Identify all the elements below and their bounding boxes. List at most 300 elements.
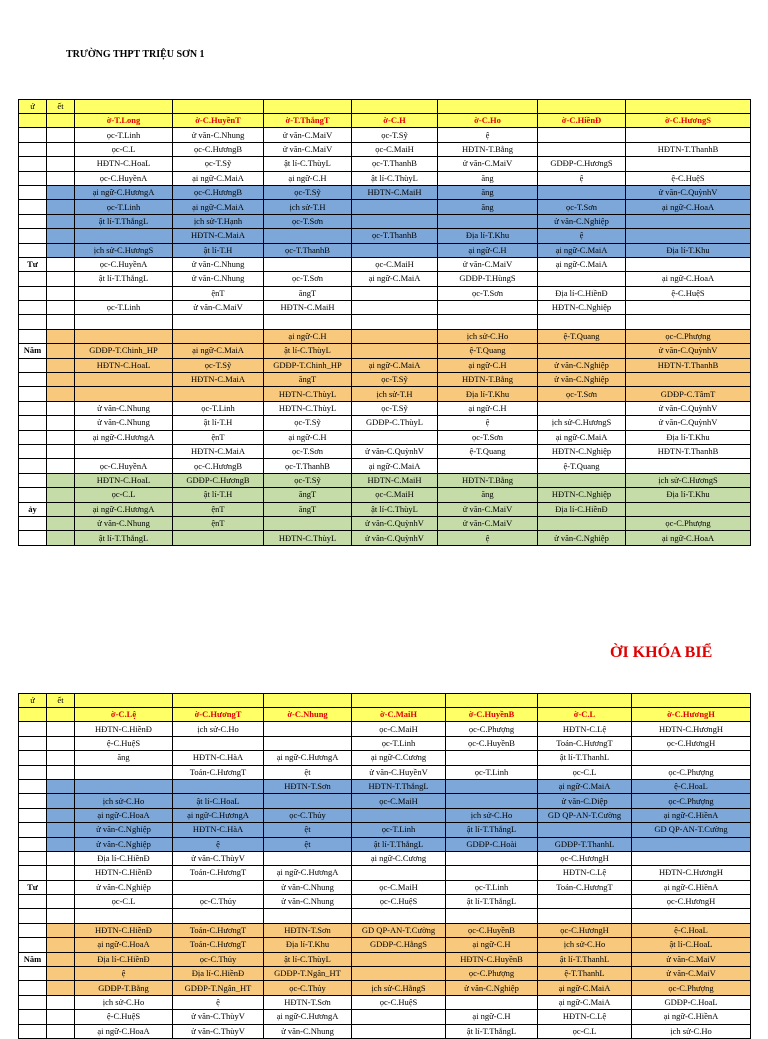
schedule-cell: ọc-C.Phượng bbox=[446, 722, 538, 736]
schedule-cell: ọc-C.HuyềnA bbox=[75, 171, 173, 185]
schedule-cell: ật lí-T.H bbox=[173, 416, 264, 430]
schedule-cell bbox=[538, 401, 626, 415]
schedule-cell: ật lí-C.HoaL bbox=[632, 938, 751, 952]
schedule-cell: ại ngữ-C.HiềnA bbox=[632, 880, 751, 894]
schedule-cell bbox=[626, 373, 751, 387]
day-label: Tư bbox=[19, 257, 47, 271]
schedule-cell: ọc-C.HươngH bbox=[538, 851, 632, 865]
table-row bbox=[19, 794, 751, 808]
table-row bbox=[19, 257, 751, 271]
day-label bbox=[19, 967, 47, 981]
schedule-cell: ử văn-C.Nhung bbox=[264, 1024, 352, 1038]
period-cell bbox=[47, 488, 75, 502]
period-cell bbox=[47, 1024, 75, 1038]
table-row bbox=[19, 722, 751, 736]
schedule-cell: GDĐP-C.HươngB bbox=[173, 473, 264, 487]
schedule-cell bbox=[352, 200, 438, 214]
schedule-cell: HĐTN-C.ThùyL bbox=[264, 387, 352, 401]
schedule-cell: ử văn-C.Nghiệp bbox=[538, 373, 626, 387]
schedule-cell: ọc-C.Phượng bbox=[632, 981, 751, 995]
schedule-cell bbox=[264, 516, 352, 530]
schedule-cell: HĐTN-C.HiềnĐ bbox=[75, 923, 173, 937]
schedule-cell: ại ngữ-C.HươngA bbox=[75, 502, 173, 516]
schedule-cell: ăng bbox=[438, 185, 538, 199]
schedule-cell: ịch sử-T.H bbox=[264, 200, 352, 214]
header-cell bbox=[352, 100, 438, 114]
schedule-cell: ọc-T.Sỹ bbox=[264, 473, 352, 487]
schedule-cell bbox=[264, 794, 352, 808]
schedule-cell: ật lí-C.ThùyL bbox=[352, 171, 438, 185]
schedule-cell: ệt bbox=[264, 837, 352, 851]
schedule-cell: ử văn-C.Diệp bbox=[538, 794, 632, 808]
schedule-cell bbox=[352, 808, 446, 822]
header-cell: ết bbox=[47, 100, 75, 114]
schedule-cell: ọc-T.Sỹ bbox=[352, 373, 438, 387]
table-row bbox=[19, 952, 751, 966]
teacher-name: ờ-C.Ho bbox=[438, 114, 538, 128]
period-cell bbox=[47, 243, 75, 257]
schedule-cell: ử văn-C.Nghiệp bbox=[446, 981, 538, 995]
table-row bbox=[19, 301, 751, 315]
table-row bbox=[19, 751, 751, 765]
schedule-cell bbox=[632, 751, 751, 765]
schedule-cell: ọc-C.MaiH bbox=[352, 257, 438, 271]
schedule-cell: HĐTN-T.Bằng bbox=[438, 373, 538, 387]
period-cell bbox=[47, 531, 75, 545]
period-cell bbox=[47, 344, 75, 358]
period-cell bbox=[47, 923, 75, 937]
day-label bbox=[19, 329, 47, 343]
schedule-cell: HĐTN-C.MaiA bbox=[173, 373, 264, 387]
day-label bbox=[19, 823, 47, 837]
period-cell bbox=[47, 128, 75, 142]
schedule-cell bbox=[626, 301, 751, 315]
schedule-cell: ử văn-C.MaiV bbox=[632, 952, 751, 966]
header-cell bbox=[632, 694, 751, 708]
schedule-cell: ệ-C.HuệS bbox=[75, 736, 173, 750]
schedule-cell: ại ngữ-C.MaiA bbox=[538, 430, 626, 444]
schedule-cell: ật lí-T.ThắngL bbox=[75, 531, 173, 545]
period-cell bbox=[47, 416, 75, 430]
schedule-cell: ật lí-T.ThắngL bbox=[446, 823, 538, 837]
schedule-cell: ọc-T.ThanhB bbox=[264, 459, 352, 473]
schedule-cell: ử văn-C.Nghiệp bbox=[75, 837, 173, 851]
table-row bbox=[19, 880, 751, 894]
header-cell bbox=[264, 100, 352, 114]
teacher-name: ờ-C.HiềnĐ bbox=[538, 114, 626, 128]
corner-cell bbox=[47, 708, 75, 722]
period-cell bbox=[47, 909, 75, 923]
corner-cell bbox=[19, 114, 47, 128]
header-row bbox=[19, 100, 751, 114]
schedule-cell bbox=[438, 315, 538, 329]
schedule-cell: ệ-T.Quang bbox=[538, 459, 626, 473]
schedule-cell: ọc-C.HuyềnA bbox=[75, 459, 173, 473]
schedule-cell: ại ngữ-C.HiềnA bbox=[632, 808, 751, 822]
period-cell bbox=[47, 214, 75, 228]
schedule-cell: ọc-T.Linh bbox=[75, 200, 173, 214]
day-label bbox=[19, 157, 47, 171]
teacher-name: ờ-C.Lệ bbox=[75, 708, 173, 722]
schedule-cell: ại ngữ-C.HoaA bbox=[75, 808, 173, 822]
schedule-cell: ại ngữ-C.HoaA bbox=[626, 200, 751, 214]
header-cell bbox=[75, 694, 173, 708]
schedule-cell: ăng bbox=[438, 171, 538, 185]
schedule-cell: HĐTN-T.Bằng bbox=[438, 142, 538, 156]
table-row bbox=[19, 923, 751, 937]
schedule-cell: ại ngữ-C.H bbox=[446, 938, 538, 952]
schedule-cell: ọc-C.HươngH bbox=[632, 895, 751, 909]
schedule-cell: HĐTN-T.ThanhB bbox=[626, 444, 751, 458]
schedule-cell bbox=[626, 315, 751, 329]
schedule-cell bbox=[438, 459, 538, 473]
schedule-cell: ọc-C.MaiH bbox=[352, 880, 446, 894]
schedule-cell: ử văn-C.Nhung bbox=[173, 272, 264, 286]
schedule-cell: ật lí-T.H bbox=[173, 243, 264, 257]
schedule-cell: HĐTN-C.Lệ bbox=[538, 1010, 632, 1024]
schedule-cell: HĐTN-T.ThắngL bbox=[352, 779, 446, 793]
schedule-cell bbox=[173, 909, 264, 923]
schedule-cell: ọc-C.HuyềnA bbox=[75, 257, 173, 271]
schedule-cell: ử văn-C.Nhung bbox=[75, 416, 173, 430]
table-row bbox=[19, 866, 751, 880]
schedule-cell: ử văn-C.Nhung bbox=[75, 401, 173, 415]
timetable-2 bbox=[18, 693, 751, 1039]
table-row bbox=[19, 1010, 751, 1024]
schedule-cell bbox=[626, 257, 751, 271]
schedule-cell: HĐTN-C.HoaL bbox=[75, 473, 173, 487]
schedule-cell bbox=[626, 459, 751, 473]
schedule-cell bbox=[352, 430, 438, 444]
schedule-cell: ọc-C.HươngH bbox=[632, 736, 751, 750]
schedule-cell: ật lí-C.ThùyL bbox=[264, 344, 352, 358]
period-cell bbox=[47, 851, 75, 865]
table-row bbox=[19, 837, 751, 851]
schedule-cell bbox=[173, 531, 264, 545]
teacher-name: ờ-C.MaiH bbox=[352, 708, 446, 722]
schedule-cell bbox=[75, 329, 173, 343]
schedule-cell: ử văn-C.MaiV bbox=[264, 128, 352, 142]
schedule-cell: ọc-T.Linh bbox=[75, 301, 173, 315]
schedule-cell: HĐTN-C.Nghiệp bbox=[538, 301, 626, 315]
schedule-cell: ệ bbox=[438, 416, 538, 430]
schedule-cell: ọc-C.Phượng bbox=[632, 765, 751, 779]
schedule-cell bbox=[446, 779, 538, 793]
schedule-cell: ọc-T.Sỹ bbox=[264, 185, 352, 199]
table-row bbox=[19, 157, 751, 171]
period-cell bbox=[47, 157, 75, 171]
schedule-cell: ệ bbox=[438, 531, 538, 545]
schedule-cell: ịch sử-C.Ho bbox=[438, 329, 538, 343]
day-label bbox=[19, 779, 47, 793]
schedule-cell: ệt bbox=[264, 823, 352, 837]
schedule-cell: Địa lí-T.Khu bbox=[264, 938, 352, 952]
day-label bbox=[19, 243, 47, 257]
period-cell bbox=[47, 808, 75, 822]
schedule-cell: ọc-C.L bbox=[538, 1024, 632, 1038]
schedule-cell: ật lí-T.ThanhL bbox=[538, 952, 632, 966]
teacher-name: ờ-T.Long bbox=[75, 114, 173, 128]
schedule-cell: GDĐP-T.ThanhL bbox=[538, 837, 632, 851]
table-row bbox=[19, 171, 751, 185]
schedule-cell bbox=[352, 243, 438, 257]
table-row bbox=[19, 387, 751, 401]
day-label bbox=[19, 751, 47, 765]
schedule-cell bbox=[446, 851, 538, 865]
schedule-cell: Toán-C.HươngT bbox=[173, 938, 264, 952]
schedule-cell: ật lí-T.ThắngL bbox=[75, 214, 173, 228]
period-cell bbox=[47, 967, 75, 981]
schedule-cell: HĐTN-C.HoaL bbox=[75, 157, 173, 171]
period-cell bbox=[47, 257, 75, 271]
table-row bbox=[19, 286, 751, 300]
schedule-cell bbox=[75, 765, 173, 779]
schedule-cell: Toán-C.HươngT bbox=[173, 866, 264, 880]
schedule-cell: ọc-T.ThanhB bbox=[352, 157, 438, 171]
schedule-cell: Địa lí-T.Khu bbox=[626, 430, 751, 444]
period-cell bbox=[47, 444, 75, 458]
day-label bbox=[19, 923, 47, 937]
schedule-cell: ọc-T.Sơn bbox=[538, 200, 626, 214]
table-row bbox=[19, 315, 751, 329]
schedule-cell bbox=[538, 272, 626, 286]
schedule-cell: GDĐP-C.ThùyL bbox=[352, 416, 438, 430]
day-label bbox=[19, 995, 47, 1009]
schedule-cell: ệnT bbox=[173, 286, 264, 300]
schedule-cell: ọc-T.Sỹ bbox=[173, 358, 264, 372]
period-cell bbox=[47, 502, 75, 516]
table-row bbox=[19, 938, 751, 952]
schedule-cell: ọc-T.Sỹ bbox=[173, 157, 264, 171]
schedule-cell: HĐTN-C.HàA bbox=[173, 823, 264, 837]
schedule-cell bbox=[352, 286, 438, 300]
schedule-cell: ử văn-C.ThùyV bbox=[173, 851, 264, 865]
day-label bbox=[19, 272, 47, 286]
table-row bbox=[19, 851, 751, 865]
schedule-cell: ọc-C.HuệS bbox=[352, 995, 446, 1009]
period-cell bbox=[47, 981, 75, 995]
schedule-cell: GD QP-AN-T.Cường bbox=[352, 923, 446, 937]
table-row bbox=[19, 516, 751, 530]
schedule-cell bbox=[75, 229, 173, 243]
schedule-cell: ọc-C.Phượng bbox=[626, 516, 751, 530]
schedule-cell bbox=[264, 229, 352, 243]
schedule-cell bbox=[538, 344, 626, 358]
schedule-cell: ại ngữ-C.HoaA bbox=[75, 1024, 173, 1038]
day-label bbox=[19, 430, 47, 444]
schedule-cell: ại ngữ-C.MaiA bbox=[538, 257, 626, 271]
day-label bbox=[19, 315, 47, 329]
schedule-cell: ử văn-C.Nhung bbox=[173, 257, 264, 271]
table-row bbox=[19, 502, 751, 516]
schedule-cell: ử văn-C.ThùyV bbox=[173, 1010, 264, 1024]
corner-cell bbox=[19, 708, 47, 722]
schedule-cell: ăng bbox=[438, 200, 538, 214]
header-cell: ết bbox=[47, 694, 75, 708]
day-label bbox=[19, 128, 47, 142]
schedule-cell: ịch sử-T.Hạnh bbox=[173, 214, 264, 228]
table-row bbox=[19, 229, 751, 243]
schedule-cell: HĐTN-C.HuyềnB bbox=[446, 952, 538, 966]
schedule-cell: HĐTN-C.MaiA bbox=[173, 229, 264, 243]
schedule-cell: ệ bbox=[173, 837, 264, 851]
table-row bbox=[19, 981, 751, 995]
schedule-cell: ử văn-C.MaiV bbox=[173, 301, 264, 315]
teacher-name: ờ-C.HươngS bbox=[626, 114, 751, 128]
period-cell bbox=[47, 473, 75, 487]
schedule-cell: ịch sử-C.HươngS bbox=[75, 243, 173, 257]
schedule-cell: ại ngữ-C.MaiA bbox=[173, 344, 264, 358]
day-label bbox=[19, 416, 47, 430]
schedule-cell: ại ngữ-C.H bbox=[264, 329, 352, 343]
header-cell bbox=[626, 100, 751, 114]
period-cell bbox=[47, 171, 75, 185]
schedule-cell: ật lí-T.ThắngL bbox=[352, 837, 446, 851]
period-cell bbox=[47, 736, 75, 750]
period-cell bbox=[47, 329, 75, 343]
schedule-cell: ật lí-T.ThắngL bbox=[75, 272, 173, 286]
schedule-cell: ệ bbox=[538, 229, 626, 243]
period-cell bbox=[47, 779, 75, 793]
schedule-cell bbox=[438, 214, 538, 228]
schedule-cell: ại ngữ-C.H bbox=[438, 243, 538, 257]
schedule-cell: ử văn-C.ThùyV bbox=[173, 1024, 264, 1038]
schedule-cell: ật lí-C.HoaL bbox=[173, 794, 264, 808]
schedule-cell bbox=[75, 444, 173, 458]
period-cell bbox=[47, 185, 75, 199]
schedule-cell: GDĐP-C.Hoài bbox=[446, 837, 538, 851]
schedule-cell: ật lí-C.ThùyL bbox=[352, 502, 438, 516]
day-label bbox=[19, 722, 47, 736]
period-cell bbox=[47, 387, 75, 401]
table-row bbox=[19, 995, 751, 1009]
period-cell bbox=[47, 459, 75, 473]
schedule-cell: ử văn-C.Nghiệp bbox=[75, 880, 173, 894]
schedule-cell: ọc-C.HươngB bbox=[173, 185, 264, 199]
schedule-cell: ọc-C.Thủy bbox=[173, 952, 264, 966]
day-label bbox=[19, 444, 47, 458]
period-cell bbox=[47, 952, 75, 966]
schedule-cell: ệ-C.HoaL bbox=[632, 923, 751, 937]
schedule-cell: ịch sử-T.H bbox=[352, 387, 438, 401]
schedule-cell bbox=[264, 257, 352, 271]
schedule-cell: GDĐP-T.Chinh_HP bbox=[75, 344, 173, 358]
table-row bbox=[19, 214, 751, 228]
schedule-cell: HĐTN-T.Sơn bbox=[264, 779, 352, 793]
schedule-cell bbox=[173, 387, 264, 401]
schedule-cell bbox=[538, 128, 626, 142]
schedule-cell: ọc-T.Linh bbox=[352, 736, 446, 750]
header-cell bbox=[75, 100, 173, 114]
schedule-cell: Địa lí-T.Khu bbox=[438, 387, 538, 401]
schedule-cell: ọc-C.Thủy bbox=[264, 808, 352, 822]
schedule-cell: ử văn-C.Nghiệp bbox=[75, 823, 173, 837]
schedule-cell bbox=[352, 315, 438, 329]
teacher-name: ờ-C.Nhung bbox=[264, 708, 352, 722]
schedule-cell: ử văn-C.Nhung bbox=[264, 895, 352, 909]
schedule-cell: HĐTN-T.Sơn bbox=[264, 995, 352, 1009]
day-label bbox=[19, 808, 47, 822]
schedule-cell: ại ngữ-C.HoaA bbox=[75, 938, 173, 952]
schedule-cell: HĐTN-C.ThùyL bbox=[264, 401, 352, 415]
schedule-cell: ọc-C.MaiH bbox=[352, 722, 446, 736]
schedule-cell: ọc-T.Sơn bbox=[438, 430, 538, 444]
schedule-cell bbox=[626, 502, 751, 516]
schedule-cell: ử văn-C.Nghiệp bbox=[538, 531, 626, 545]
period-cell bbox=[47, 765, 75, 779]
day-label bbox=[19, 459, 47, 473]
schedule-cell: ại ngữ-C.HươngA bbox=[75, 430, 173, 444]
period-cell bbox=[47, 995, 75, 1009]
schedule-cell bbox=[75, 387, 173, 401]
schedule-cell: ăngT bbox=[264, 502, 352, 516]
period-cell bbox=[47, 880, 75, 894]
corner-cell bbox=[47, 114, 75, 128]
timetable-1 bbox=[18, 99, 751, 546]
schedule-cell: ử văn-C.QuỳnhV bbox=[626, 401, 751, 415]
schedule-cell: ử văn-C.HuyềnV bbox=[352, 765, 446, 779]
table-row bbox=[19, 185, 751, 199]
schedule-cell: ử văn-C.Nhung bbox=[75, 516, 173, 530]
table-row bbox=[19, 401, 751, 415]
schedule-cell: ọc-T.Sơn bbox=[264, 272, 352, 286]
schedule-cell: ọc-T.Linh bbox=[446, 765, 538, 779]
schedule-cell: ại ngữ-C.MaiA bbox=[352, 358, 438, 372]
schedule-cell: ệ-C.HoaL bbox=[632, 779, 751, 793]
teacher-name: ờ-C.HươngT bbox=[173, 708, 264, 722]
day-label bbox=[19, 358, 47, 372]
day-label: Tư bbox=[19, 880, 47, 894]
schedule-cell: HĐTN-C.MaiH bbox=[352, 473, 438, 487]
schedule-cell: ử văn-C.MaiV bbox=[438, 257, 538, 271]
schedule-cell: HĐTN-C.MaiH bbox=[352, 185, 438, 199]
teacher-name: ờ-C.HươngH bbox=[632, 708, 751, 722]
period-cell bbox=[47, 751, 75, 765]
schedule-cell: ật lí-T.H bbox=[173, 488, 264, 502]
schedule-cell bbox=[264, 736, 352, 750]
schedule-cell: ăng bbox=[75, 751, 173, 765]
schedule-cell bbox=[538, 516, 626, 530]
schedule-cell bbox=[632, 837, 751, 851]
day-label bbox=[19, 473, 47, 487]
schedule-cell bbox=[75, 286, 173, 300]
schedule-cell: ịch sử-C.HươngS bbox=[538, 416, 626, 430]
day-label bbox=[19, 794, 47, 808]
period-cell bbox=[47, 866, 75, 880]
schedule-cell: ử văn-C.Nhung bbox=[264, 880, 352, 894]
schedule-cell: ại ngữ-C.HươngA bbox=[264, 751, 352, 765]
header-cell: ứ bbox=[19, 694, 47, 708]
schedule-cell: ử văn-C.QuỳnhV bbox=[352, 444, 438, 458]
schedule-cell: HĐTN-T.ThanhB bbox=[626, 142, 751, 156]
schedule-cell bbox=[264, 315, 352, 329]
period-cell bbox=[47, 315, 75, 329]
timetable-title: ỜI KHÓA BIỂ bbox=[610, 644, 713, 661]
period-cell bbox=[47, 895, 75, 909]
schedule-cell: GDĐP-T.Ngân_HT bbox=[173, 981, 264, 995]
period-cell bbox=[47, 142, 75, 156]
schedule-cell bbox=[352, 301, 438, 315]
schedule-cell: ọc-C.L bbox=[75, 895, 173, 909]
day-label bbox=[19, 895, 47, 909]
school-title: TRƯỜNG THPT TRIỆU SƠN 1 bbox=[66, 49, 205, 60]
schedule-cell bbox=[173, 779, 264, 793]
schedule-cell: ăngT bbox=[264, 373, 352, 387]
schedule-cell bbox=[446, 794, 538, 808]
schedule-cell: HĐTN-C.HươngH bbox=[632, 722, 751, 736]
schedule-cell bbox=[446, 751, 538, 765]
table-row bbox=[19, 736, 751, 750]
